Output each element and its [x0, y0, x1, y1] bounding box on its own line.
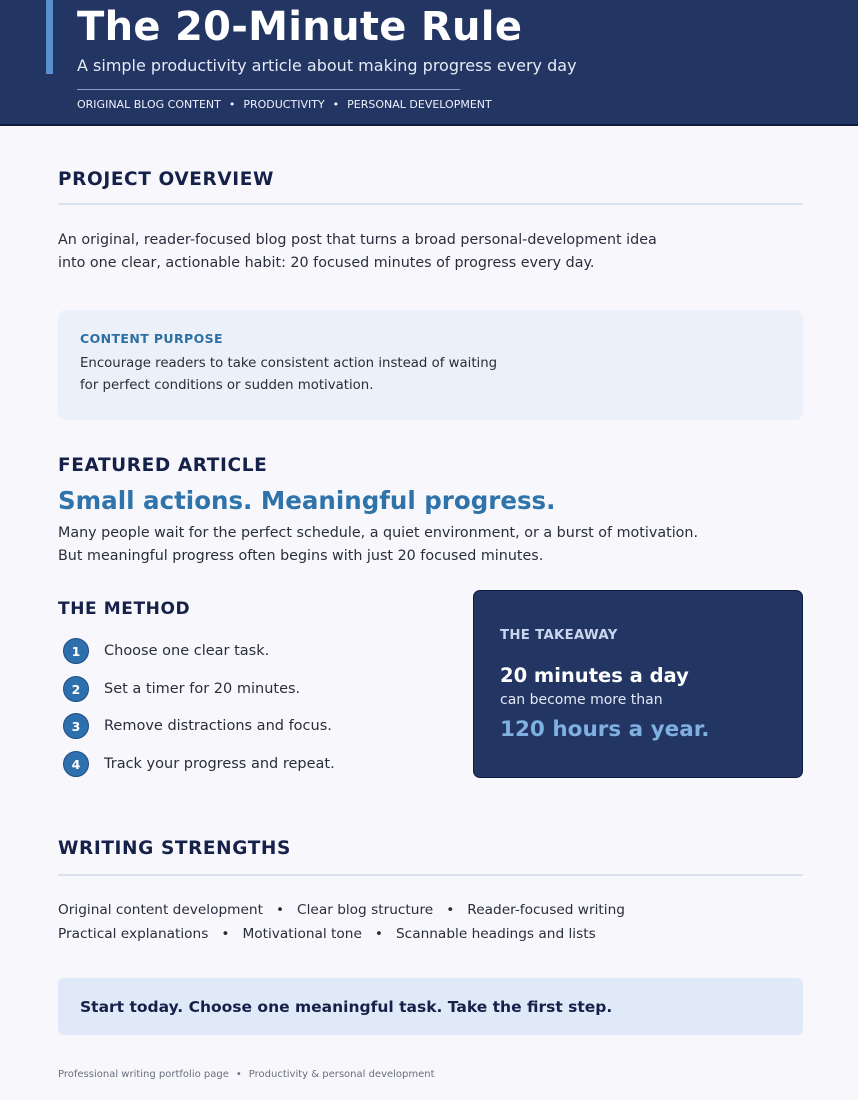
content-purpose-box: [58, 310, 803, 420]
method-step: [63, 713, 332, 739]
method-step: [63, 751, 335, 777]
strengths-divider: [58, 874, 803, 876]
strength-separator: •: [374, 926, 383, 942]
strengths-list: [58, 898, 625, 946]
strength-item: Clear blog structure: [297, 902, 434, 918]
step-number-badge: 3: [63, 713, 89, 739]
article-headline: Small actions. Meaningful progress.: [58, 486, 556, 515]
article-line: But meaningful progress often begins with just 20 focused minutes.: [58, 547, 544, 564]
strength-item: Original content development: [58, 902, 263, 918]
tag-productivity: PRODUCTIVITY: [243, 98, 325, 111]
content-purpose-label: CONTENT PURPOSE: [80, 331, 223, 346]
step-number-badge: 1: [63, 638, 89, 664]
strength-item: Reader-focused writing: [467, 902, 625, 918]
header-accent-bar: [46, 0, 53, 74]
call-to-action-text: Start today. Choose one meaningful task. Take the first step.: [80, 998, 613, 1016]
strength-item: Motivational tone: [242, 926, 362, 942]
strengths-row: [58, 922, 625, 946]
article-intro: [58, 522, 698, 567]
footer-separator: •: [235, 1069, 242, 1080]
page-title: The 20-Minute Rule: [77, 4, 523, 50]
strengths-row: [58, 898, 625, 922]
overview-text: [58, 229, 657, 274]
takeaway-label: THE TAKEAWAY: [500, 628, 618, 643]
step-text: Choose one clear task.: [104, 643, 270, 659]
article-line: Many people wait for the perfect schedule, a quiet environment, or a burst of motivation.: [58, 525, 699, 541]
overview-heading: PROJECT OVERVIEW: [58, 169, 274, 190]
footer-right-text: Productivity & personal development: [248, 1069, 435, 1080]
strength-separator: •: [446, 902, 455, 918]
page-footer: [58, 1069, 435, 1080]
takeaway-connector: can become more than: [500, 692, 663, 708]
step-text: Remove distractions and focus.: [104, 718, 332, 734]
step-text: Set a timer for 20 minutes.: [104, 681, 301, 697]
step-number-badge: 4: [63, 751, 89, 777]
overview-divider: [58, 203, 803, 205]
takeaway-highlight: 120 hours a year.: [500, 717, 710, 742]
takeaway-card: [473, 590, 803, 778]
purpose-line: for perfect conditions or sudden motivation.: [80, 377, 374, 393]
step-text: Track your progress and repeat.: [104, 756, 335, 772]
strength-item: Scannable headings and lists: [395, 926, 596, 942]
method-heading: THE METHOD: [58, 599, 191, 619]
content-purpose-text: [80, 353, 497, 396]
tag-personal-development: PERSONAL DEVELOPMENT: [347, 98, 492, 111]
overview-line: An original, reader-focused blog post that turns a broad personal-development idea: [58, 232, 657, 248]
purpose-line: Encourage readers to take consistent action instead of waiting: [80, 356, 498, 371]
page-subtitle: A simple productivity article about making progress every day: [77, 56, 577, 75]
takeaway-main-stat: 20 minutes a day: [500, 664, 689, 687]
writing-strengths-heading: WRITING STRENGTHS: [58, 838, 291, 859]
header-divider: [77, 89, 460, 90]
call-to-action-box: [58, 978, 803, 1035]
strength-item: Practical explanations: [58, 926, 209, 942]
tag-original-blog-content: ORIGINAL BLOG CONTENT: [77, 98, 221, 111]
method-step: [63, 676, 300, 702]
step-number-badge: 2: [63, 676, 89, 702]
strength-separator: •: [221, 926, 230, 942]
method-step: [63, 638, 269, 664]
strength-separator: •: [275, 902, 285, 918]
featured-article-heading: FEATURED ARTICLE: [58, 455, 268, 476]
tag-separator: •: [228, 98, 236, 111]
tag-separator: •: [332, 98, 340, 111]
header-tags: [77, 98, 492, 111]
overview-line: into one clear, actionable habit: 20 focused minutes of progress every day.: [58, 254, 595, 271]
page-header: [0, 0, 858, 126]
footer-left-text: Professional writing portfolio page: [58, 1069, 229, 1080]
